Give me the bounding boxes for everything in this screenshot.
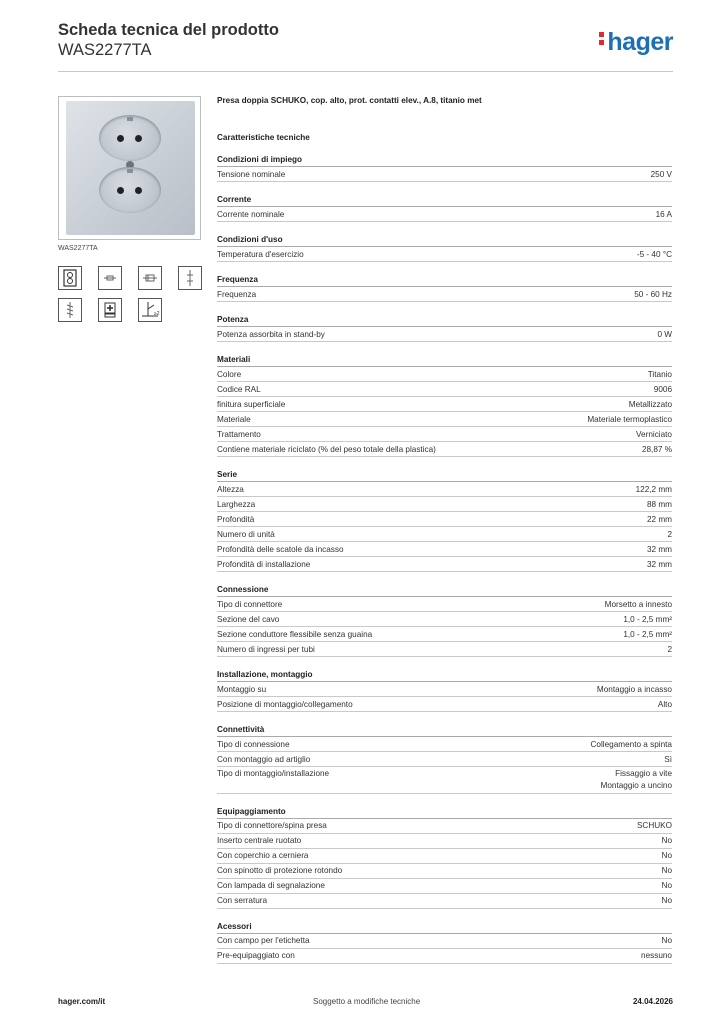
spec-row — [217, 934, 672, 949]
spec-label: Con spinotto di protezione rotondo — [217, 866, 343, 875]
spec-row — [217, 397, 672, 412]
spec-section — [217, 584, 672, 657]
spec-value: Materiale termoplastico — [587, 414, 672, 424]
page-header — [58, 20, 673, 72]
spec-row — [217, 682, 672, 697]
spec-row — [217, 949, 672, 964]
spec-row — [217, 512, 672, 527]
spec-row — [217, 207, 672, 222]
spec-row — [217, 627, 672, 642]
spec-value: nessuno — [641, 951, 672, 960]
spec-row — [217, 864, 672, 879]
spec-label: Posizione di montaggio/collegamento — [217, 699, 353, 709]
spec-label: Con serratura — [217, 896, 268, 905]
socket-plate — [66, 101, 195, 235]
spec-label: Profondità delle scatole da incasso — [217, 544, 344, 554]
spec-row — [217, 597, 672, 612]
image-caption: WAS2277TA — [58, 245, 98, 252]
feature-icons — [58, 266, 203, 322]
footer-date: 24.04.2026 — [632, 997, 673, 1006]
logo-text: hager — [607, 28, 673, 56]
spec-row — [217, 557, 672, 572]
mounting-icon[interactable] — [98, 266, 122, 290]
spec-value: 88 mm — [646, 499, 672, 509]
spec-row — [217, 697, 672, 712]
spec-row — [217, 819, 672, 834]
spec-value: Metallizzato — [628, 399, 672, 409]
safety-icon[interactable] — [98, 298, 122, 322]
spec-label: Sezione conduttore flessibile senza guaina — [217, 629, 373, 639]
section-title: Frequenza — [217, 274, 672, 287]
spec-label: Con campo per l'etichetta — [217, 936, 310, 945]
spec-row — [217, 247, 672, 262]
spec-label: Altezza — [217, 484, 244, 494]
screw-icon[interactable] — [58, 298, 82, 322]
section-title: Condizioni d'uso — [217, 234, 672, 247]
spec-heading: Caratteristiche tecniche — [217, 133, 310, 142]
spec-label: Codice RAL — [217, 384, 261, 394]
spec-label: Tensione nominale — [217, 169, 286, 179]
spec-section — [217, 806, 672, 909]
spec-value: 28,87 % — [641, 444, 672, 454]
spec-value: 1,0 - 2,5 mm² — [623, 629, 672, 639]
spec-row — [217, 382, 672, 397]
spec-row — [217, 834, 672, 849]
section-title: Potenza — [217, 314, 672, 327]
spec-row — [217, 542, 672, 557]
section-title: Connettività — [217, 724, 672, 737]
spec-row — [217, 737, 672, 752]
spec-value: 1,0 - 2,5 mm² — [623, 614, 672, 624]
spec-label: Tipo di connettore/spina presa — [217, 821, 327, 830]
spec-row — [217, 527, 672, 542]
section-title: Installazione, montaggio — [217, 669, 672, 682]
section-title: Equipaggiamento — [217, 806, 672, 819]
spec-value: 32 mm — [646, 559, 672, 569]
spec-label: Materiale — [217, 414, 251, 424]
spec-section — [217, 669, 672, 712]
spec-value: No — [661, 851, 672, 860]
spec-value: 16 A — [655, 209, 672, 219]
spec-label: Tipo di connettore — [217, 599, 283, 609]
plate-icon[interactable] — [58, 266, 82, 290]
spec-value: SCHUKO — [636, 821, 672, 830]
spec-label: Con lampada di segnalazione — [217, 881, 325, 890]
spec-value: Titanio — [647, 369, 672, 379]
spec-value: Fissaggio a vite Montaggio a uncino — [600, 768, 672, 790]
spec-label: Contiene materiale riciclato (% del peso totale della plastica) — [217, 444, 436, 454]
spec-value: 0 W — [657, 329, 672, 339]
section-title: Condizioni di impiego — [217, 154, 672, 167]
spec-section — [217, 234, 672, 262]
footer-site-link[interactable]: hager.com/it — [58, 997, 106, 1006]
spec-value: No — [661, 866, 672, 875]
section-title: Acessori — [217, 921, 672, 934]
spec-label: Tipo di montaggio/installazione — [217, 768, 330, 778]
spec-label: Con coperchio a cerniera — [217, 851, 309, 860]
spec-row — [217, 849, 672, 864]
spec-section — [217, 724, 672, 794]
spec-row — [217, 497, 672, 512]
spec-value: No — [661, 836, 672, 845]
spec-section — [217, 154, 672, 182]
spec-label: Con montaggio ad artiglio — [217, 754, 311, 764]
spec-value: 2 — [667, 644, 672, 654]
spec-value: 122,2 mm — [635, 484, 672, 494]
spec-value: Verniciato — [636, 429, 672, 439]
spec-sections — [217, 154, 672, 964]
socket-top — [99, 115, 161, 161]
spec-row — [217, 167, 672, 182]
spec-label: Colore — [217, 369, 242, 379]
cable-icon[interactable] — [178, 266, 202, 290]
spec-value: Alto — [657, 699, 672, 709]
spec-label: Profondità di installazione — [217, 559, 311, 569]
spec-section — [217, 921, 672, 964]
spec-row — [217, 612, 672, 627]
connector-icon[interactable] — [138, 266, 162, 290]
spec-row — [217, 767, 672, 794]
spec-row — [217, 412, 672, 427]
spec-value: 250 V — [650, 169, 672, 179]
spec-label: Sezione del cavo — [217, 614, 280, 624]
product-description: Presa doppia SCHUKO, cop. alto, prot. contatti elev., A.8, titanio met — [217, 96, 482, 105]
spec-section — [217, 194, 672, 222]
page-title: Scheda tecnica del prodotto — [58, 21, 279, 39]
spec-value: No — [661, 881, 672, 890]
spec-value: Collegamento a spinta — [590, 739, 672, 749]
spec-value: 22 mm — [646, 514, 672, 524]
spec-value: 9006 — [653, 384, 672, 394]
spec-value: Morsetto a innesto — [604, 599, 672, 609]
spec-label: Numero di ingressi per tubi — [217, 644, 315, 654]
section-title: Materiali — [217, 354, 672, 367]
spec-label: Trattamento — [217, 429, 261, 439]
spec-label: Larghezza — [217, 499, 256, 509]
spec-label: Temperatura d'esercizio — [217, 249, 304, 259]
section-title: Serie — [217, 469, 672, 482]
spec-section — [217, 314, 672, 342]
socket-bottom — [99, 167, 161, 213]
product-image[interactable] — [58, 96, 201, 240]
product-media — [58, 96, 203, 322]
spec-value: -5 - 40 °C — [636, 249, 672, 259]
spec-label: Corrente nominale — [217, 209, 285, 219]
section-title: Corrente — [217, 194, 672, 207]
footer-note: Soggetto a modifiche tecniche — [313, 997, 421, 1006]
spec-value: 2 — [667, 529, 672, 539]
spec-row — [217, 287, 672, 302]
spec-section — [217, 354, 672, 457]
section-title: Connessione — [217, 584, 672, 597]
spec-label: Pre-equipaggiato con — [217, 951, 295, 960]
spec-row — [217, 442, 672, 457]
logo-dots-icon — [599, 29, 605, 48]
spec-value: 50 - 60 Hz — [634, 289, 672, 299]
svg-text:≥2: ≥2 — [154, 311, 160, 317]
spec-label: Profondità — [217, 514, 255, 524]
spec-value: Sì — [664, 754, 672, 764]
hager-logo[interactable] — [599, 28, 673, 57]
spec-row — [217, 752, 672, 767]
spec-panel — [217, 96, 672, 964]
spec-row — [217, 894, 672, 909]
spec-value: No — [661, 936, 672, 945]
spec-label: Tipo di connessione — [217, 739, 290, 749]
spec-label: Montaggio su — [217, 684, 267, 694]
spec-row — [217, 482, 672, 497]
spec-value: No — [661, 896, 672, 905]
spec-label: Numero di unità — [217, 529, 275, 539]
spec-row — [217, 642, 672, 657]
spec-row — [217, 427, 672, 442]
spec-row — [217, 327, 672, 342]
installation-icon[interactable] — [138, 298, 162, 322]
spec-value: Montaggio a incasso — [596, 684, 672, 694]
spec-section — [217, 274, 672, 302]
spec-section — [217, 469, 672, 572]
product-code: WAS2277TA — [58, 41, 152, 59]
spec-label: finitura superficiale — [217, 399, 286, 409]
spec-label: Inserto centrale ruotato — [217, 836, 302, 845]
spec-value: 32 mm — [646, 544, 672, 554]
spec-label: Potenza assorbita in stand-by — [217, 329, 325, 339]
spec-row — [217, 879, 672, 894]
spec-label: Frequenza — [217, 289, 257, 299]
spec-row — [217, 367, 672, 382]
